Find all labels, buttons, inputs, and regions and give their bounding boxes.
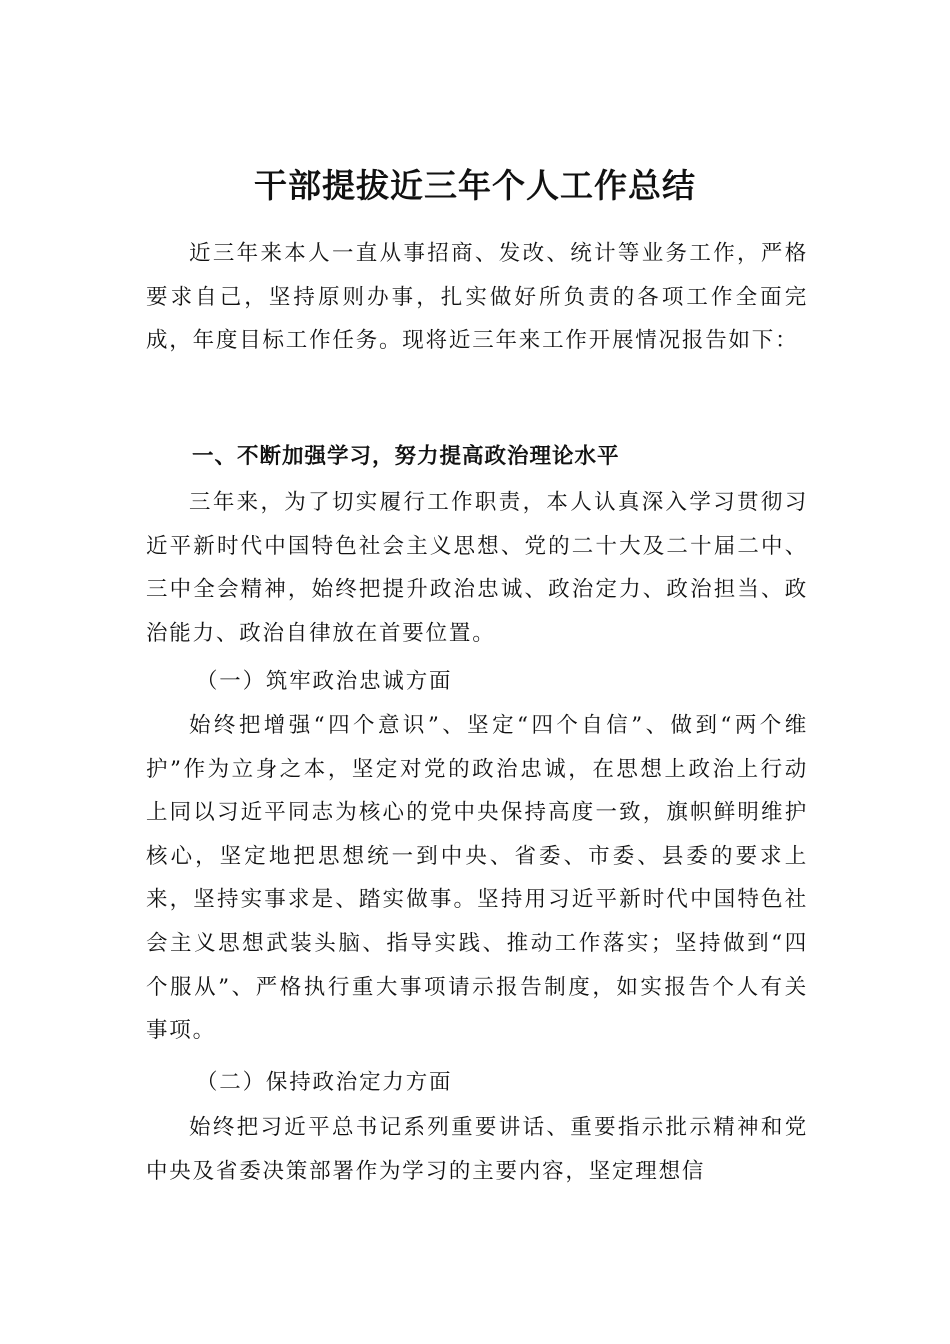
subsection-1-paragraph: 始终把增强“四个意识”、坚定“四个自信”、做到“两个维护”作为立身之本，坚定对党的政治忠诚，在思想上政治上行动上同以习近平同志为核心的党中央保持高度一致，旗帜鲜明维护核心，坚定地把思想统一到中央、省委、市委、县委的要求上来，坚持实事求是、踏实做事。坚持用习近平新时代中国特色社会主义思想武装头脑、指导实践、推动工作落实；坚持做到“四个服从”、严格执行重大事项请示报告制度，如实报告个人有关事项。 [146,713,808,1044]
subsection-2-heading: （二）保持政治定力方面 [196,1070,453,1095]
subsection-2-paragraph: 始终把习近平总书记系列重要讲话、重要指示批示精神和党中央及省委决策部署作为学习的主要内容，坚定理想信 [146,1115,808,1184]
intro-paragraph: 近三年来本人一直从事招商、发改、统计等业务工作，严格要求自己，坚持原则办事，扎实做好所负责的各项工作全面完成，年度目标工作任务。现将近三年来工作开展情况报告如下： [146,241,808,354]
section-1-paragraph: 三年来，为了切实履行工作职责，本人认真深入学习贯彻习近平新时代中国特色社会主义思想、党的二十大及二十届二中、三中全会精神，始终把提升政治忠诚、政治定力、政治担当、政治能力、政治自律放在首要位置。 [146,490,808,646]
document-title: 干部提拔近三年个人工作总结 [254,166,696,205]
subsection-1-heading: （一）筑牢政治忠诚方面 [196,669,453,694]
section-1-heading: 一、不断加强学习，努力提高政治理论水平 [192,444,620,469]
